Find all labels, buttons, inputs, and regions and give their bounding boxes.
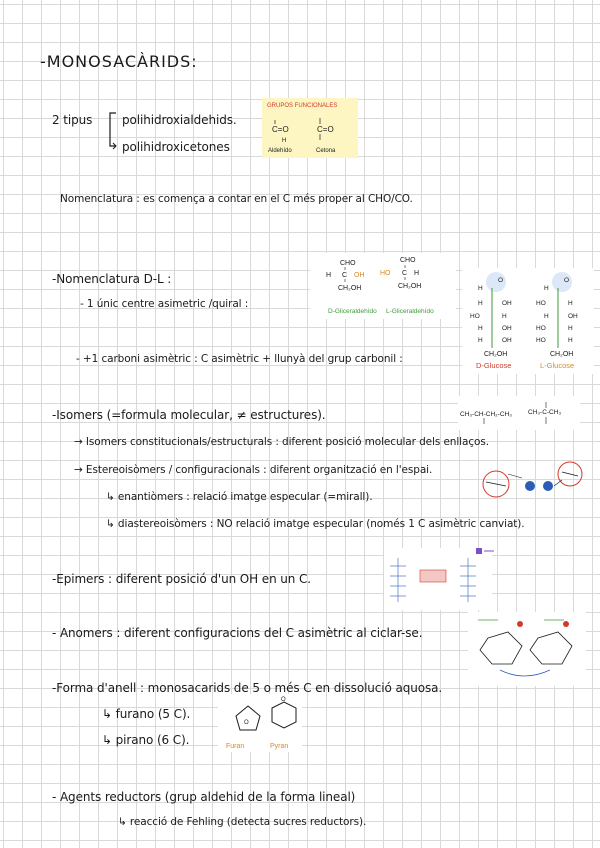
glu-l-ho-4: HO — [536, 325, 546, 332]
fg-aldehyde-caption: Aldehído — [268, 148, 292, 154]
functional-groups-figure — [262, 98, 358, 158]
glu-l-ch2oh: CH₂OH — [550, 351, 574, 358]
anell-heading: -Forma d'anell : monosacarids de 5 o més C en dissolució aquosa. — [52, 681, 443, 695]
fg-ketone-caption: Cetona — [316, 148, 336, 154]
tipus-label: 2 tipus — [52, 113, 93, 127]
glu-l-ho-5: HO — [536, 337, 546, 344]
glu-d-h-4: H — [478, 325, 483, 332]
anomers-text: - Anomers : diferent configuracions del C asimètric al ciclar-se. — [52, 626, 423, 640]
tipus-item-cetones: polihidroxicetones — [122, 140, 230, 154]
gly-d-oh: OH — [354, 272, 365, 279]
anell-pirano: ↳ pirano (6 C). — [102, 733, 190, 747]
tipus-item-aldehids: polihidroxialdehids. — [122, 113, 237, 127]
glu-d-oh-5: OH — [502, 337, 512, 344]
glu-l-h-2: H — [568, 300, 573, 307]
page-title: -MONOSACÀRIDS: — [40, 52, 198, 71]
gly-d-label: D-Gliceraldehído — [328, 308, 377, 315]
glu-l-h: H — [544, 285, 549, 292]
isomers-heading: -Isomers (=formula molecular, ≠ estructures). — [52, 408, 326, 422]
glu-l-oh-3: OH — [568, 313, 578, 320]
gly-d-cho: CHO — [340, 260, 356, 267]
fg-header: GRUPOS FUNCIONALES — [267, 103, 338, 109]
isomers-estereo: → Estereoisòmers / configuracionals : diferent organització en l'espai. — [74, 464, 433, 476]
stereo-molecules-figure — [478, 460, 588, 502]
dl-heading: -Nomenclatura D-L : — [52, 272, 172, 286]
glu-d-ho-3: HO — [470, 313, 480, 320]
fg-aldehyde-group: C=O — [272, 125, 289, 134]
isomer-left-formula: CH₃-CH-CH₂-CH₃ — [460, 411, 512, 418]
isomer-right-formula: CH₃-C-CH₃ — [528, 409, 562, 416]
gly-l-ch2oh: CH₂OH — [398, 283, 422, 290]
gly-l-c: C — [402, 270, 408, 277]
isomer-structures-figure — [458, 396, 580, 430]
glu-d-oh-2: OH — [502, 300, 512, 307]
isomers-diastereo: ↳ diastereoisòmers : NO relació imatge especular (només 1 C asimètric canviat). — [106, 518, 525, 530]
glu-d-h-5: H — [478, 337, 483, 344]
pyran-label: Pyran — [270, 743, 289, 750]
glu-l-h-3: H — [544, 313, 549, 320]
gly-d-c: C — [342, 272, 348, 279]
glyceraldehyde-figure — [310, 253, 456, 319]
furan-pyran-figure — [218, 694, 302, 752]
glu-l-ho-2: HO — [536, 300, 546, 307]
anomers-figure — [468, 612, 586, 686]
gly-l-ho: HO — [380, 270, 391, 277]
epimers-tag-icon — [474, 546, 496, 558]
glu-l-o: O — [564, 277, 570, 284]
reductors-heading: - Agents reductors (grup aldehid de la forma lineal) — [52, 790, 356, 804]
svg-text:O: O — [244, 720, 249, 726]
isomers-enantiomers: ↳ enantiòmers : relació imatge especular (=mirall). — [106, 491, 373, 503]
glu-d-h-2: H — [478, 300, 483, 307]
isomers-constitucionals: → Isomers constitucionals/estructurals : diferent posició molecular dels enllaços. — [74, 436, 489, 448]
glu-d-ch2oh: CH₂OH — [484, 351, 508, 358]
glu-d-h: H — [478, 285, 483, 292]
furan-label: Furan — [226, 743, 245, 750]
glu-l-h-4: H — [568, 325, 573, 332]
glu-l-h-5: H — [568, 337, 573, 344]
gly-l-cho: CHO — [400, 257, 416, 264]
glu-l-label: L-Glucose — [540, 361, 575, 370]
reductors-fehling: ↳ reacció de Fehling (detecta sucres reductors). — [118, 816, 367, 828]
fg-aldehyde-h: H — [282, 138, 287, 144]
gly-d-ch2oh: CH₂OH — [338, 285, 362, 292]
gly-d-h: H — [326, 272, 332, 279]
dl-line-2: - +1 carboni asimètric : C asimètric + llunyà del grup carbonil : — [76, 353, 403, 365]
glucose-figure — [462, 268, 594, 374]
glu-d-o: O — [498, 277, 504, 284]
glu-d-label: D-Glucose — [476, 361, 512, 370]
epimers-text: -Epimers : diferent posició d'un OH en un C. — [52, 572, 312, 586]
bracket-icon — [104, 110, 120, 150]
anell-furano: ↳ furano (5 C). — [102, 707, 191, 721]
svg-text:O: O — [281, 697, 286, 703]
dl-line-1: - 1 únic centre asimetric /quiral : — [80, 298, 249, 310]
glu-d-h-3: H — [502, 313, 507, 320]
fg-ketone-group: C=O — [317, 125, 334, 134]
nomenclatura-text: Nomenclatura : es comença a contar en el C més proper al CHO/CO. — [60, 193, 413, 205]
gly-l-label: L-Gliceraldehído — [386, 308, 434, 315]
glu-d-oh-4: OH — [502, 325, 512, 332]
gly-l-h: H — [414, 270, 420, 277]
